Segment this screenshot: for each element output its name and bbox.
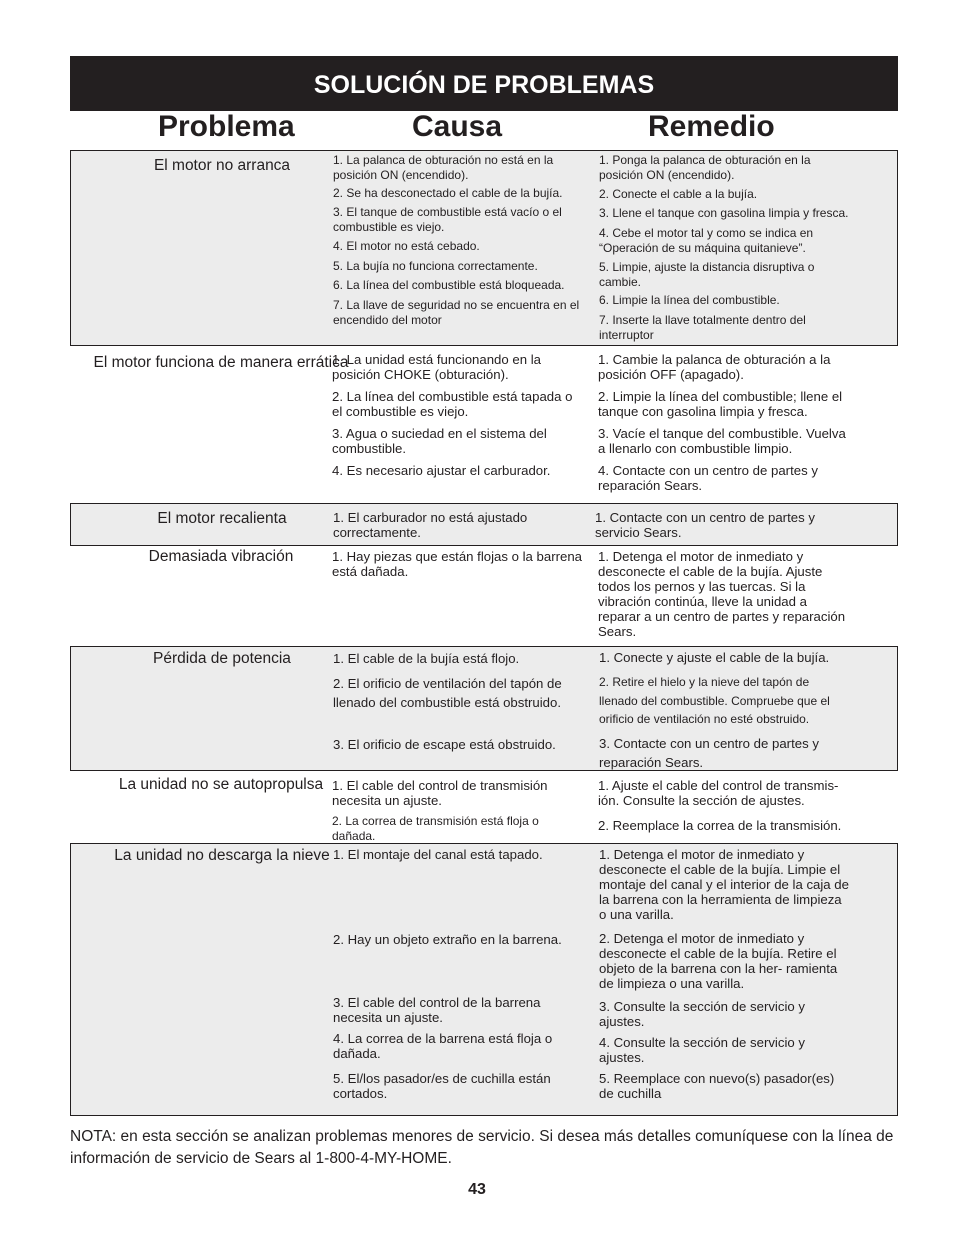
list-item: 7. Inserte la llave totalmente dentro del interruptor	[599, 313, 806, 342]
list-item: 1. Detenga el motor de inmediato y desconecte el cable de la bujía. Limpie el montaje del canal y el interior de la caja de la barrena con la herramienta de limpieza o una varilla.	[599, 847, 849, 922]
problem-label: La unidad no descarga la nieve	[114, 847, 330, 864]
table-row	[70, 150, 898, 346]
list-item: 3. El cable del control de la barrena necesita un ajuste.	[333, 995, 541, 1025]
list-item: 5. Reemplace con nuevo(s) pasador(es) de cuchilla	[599, 1071, 835, 1101]
list-item: 2. Reemplace la correa de la transmisión.	[598, 818, 842, 833]
column-header-causa: Causa	[412, 110, 503, 143]
list-item: 1. La unidad está funcionando en la posición CHOKE (obturación).	[332, 352, 541, 382]
list-item: 1. El carburador no está ajustado correctamente.	[333, 510, 528, 540]
list-item: 1. Detenga el motor de inmediato y desconecte el cable de la bujía. Ajuste todos los pernos y las tuercas. Si la vibración continúa, lleve la unidad a reparar a un centro de partes y reparación Sears.	[598, 549, 846, 639]
list-item: 2. Hay un objeto extraño en la barrena.	[333, 932, 562, 947]
list-item: 1. Conecte y ajuste el cable de la bujía.	[599, 650, 830, 665]
list-item: 5. Limpie, ajuste la distancia disruptiva o cambie.	[599, 260, 815, 289]
list-item: 2. Detenga el motor de inmediato y desconecte el cable de la bujía. Retire el objeto de la barrena con la her- ramienta de limpieza o una varilla.	[599, 931, 838, 991]
list-item: 2. La línea del combustible está tapada o el combustible es viejo.	[332, 389, 573, 419]
table-row	[70, 772, 898, 842]
list-item: 5. La bujía no funciona correctamente.	[333, 259, 538, 273]
list-item: 2. Conecte el cable a la bujía.	[599, 187, 758, 201]
list-item: 3. Contacte con un centro de partes y reparación Sears.	[599, 736, 819, 770]
list-item: 2. Retire el hielo y la nieve del tapón de llenado del combustible. Compruebe que el orificio de ventilación no esté obstruido.	[599, 675, 830, 726]
table-row	[70, 646, 898, 771]
problem-label: Demasiada vibración	[148, 548, 294, 565]
table-row	[70, 546, 898, 644]
table-row	[70, 350, 898, 500]
list-item: 1. Contacte con un centro de partes y servicio Sears.	[595, 510, 815, 540]
footnote: NOTA: en esta sección se analizan problemas menores de servicio. Si desea más detalles comuníquese con la línea de información de servicio de Sears al 1-800-4-MY-HOME.	[70, 1128, 894, 1167]
list-item: 3. El tanque de combustible está vacío o el combustible es viejo.	[333, 205, 562, 234]
list-item: 2. El orificio de ventilación del tapón de llenado del combustible está obstruido.	[333, 676, 562, 710]
list-item: 6. La línea del combustible está bloqueada.	[333, 278, 565, 292]
list-item: 3. Consulte la sección de servicio y ajustes.	[599, 999, 805, 1029]
list-item: 3. Vacíe el tanque del combustible. Vuelva a llenarlo con combustible limpio.	[598, 426, 846, 456]
list-item: 3. Agua o suciedad en el sistema del combustible.	[332, 426, 547, 456]
problem-label: La unidad no se autopropulsa	[118, 776, 324, 793]
table-row	[70, 843, 898, 1116]
list-item: 3. El orificio de escape está obstruido.	[333, 737, 556, 752]
problem-label: El motor funciona de manera errática	[93, 354, 349, 371]
list-item: 7. La llave de seguridad no se encuentra en el encendido del motor	[333, 298, 580, 327]
list-item: 6. Limpie la línea del combustible.	[599, 293, 780, 307]
list-item: 2. Se ha desconectado el cable de la bujía.	[333, 186, 563, 200]
list-item: 1. La palanca de obturación no está en la posición ON (encendido).	[333, 153, 554, 182]
list-item: 4. La correa de la barrena está floja o dañada.	[333, 1031, 553, 1061]
section-banner	[70, 56, 898, 111]
list-item: 1. Ajuste el cable del control de transmis- ión. Consulte la sección de ajustes.	[598, 778, 839, 808]
problem-label: El motor recalienta	[157, 510, 287, 527]
problem-label: Pérdida de potencia	[153, 650, 291, 667]
table-row	[70, 503, 898, 546]
list-item: 4. Cebe el motor tal y como se indica en “Operación de su máquina quitanieve”.	[599, 226, 814, 255]
list-item: 1. Ponga la palanca de obturación en la posición ON (encendido).	[599, 153, 811, 182]
list-item: 5. El/los pasador/es de cuchilla están cortados.	[333, 1071, 551, 1101]
problem-label: El motor no arranca	[153, 157, 291, 174]
list-item: 2. Limpie la línea del combustible; llene el tanque con gasolina limpia y fresca.	[598, 389, 843, 419]
banner-title: SOLUCIÓN DE PROBLEMAS	[313, 71, 655, 99]
list-item: 1. El montaje del canal está tapado.	[333, 847, 543, 862]
list-item: 2. La correa de transmisión está floja o dañada.	[332, 814, 539, 843]
list-item: 4. El motor no está cebado.	[333, 239, 480, 253]
list-item: 1. Cambie la palanca de obturación a la posición OFF (apagado).	[598, 352, 831, 382]
list-item: 4. Consulte la sección de servicio y ajustes.	[599, 1035, 805, 1065]
list-item: 4. Contacte con un centro de partes y reparación Sears.	[598, 463, 818, 493]
list-item: 3. Llene el tanque con gasolina limpia y fresca.	[599, 206, 849, 220]
list-item: 1. El cable de la bujía está flojo.	[333, 651, 520, 666]
list-item: 1. Hay piezas que están flojas o la barrena está dañada.	[332, 549, 582, 579]
list-item: 4. Es necesario ajustar el carburador.	[332, 463, 551, 478]
page-number: 43	[468, 1181, 486, 1198]
list-item: 1. El cable del control de transmisión necesita un ajuste.	[332, 778, 548, 808]
column-header-remedio: Remedio	[648, 110, 775, 143]
column-header-problema: Problema	[158, 110, 295, 143]
